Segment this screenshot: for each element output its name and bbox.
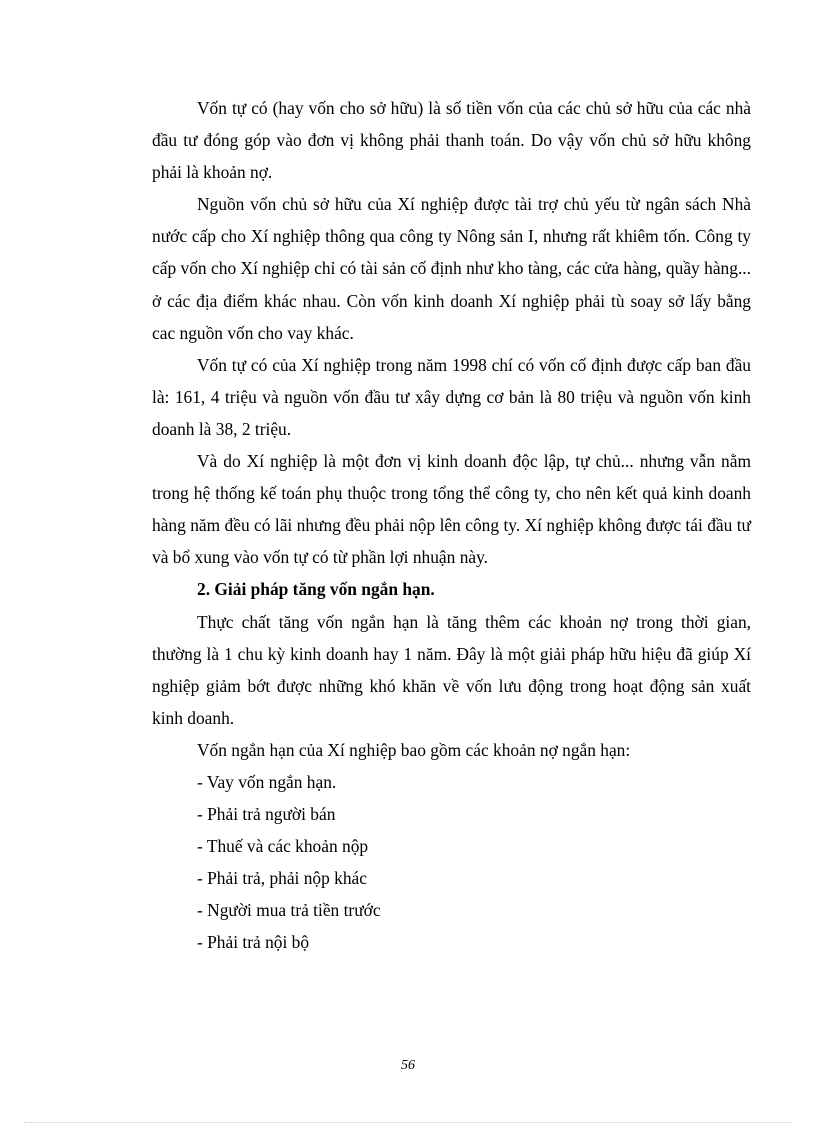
list-item: - Phải trả nội bộ	[197, 932, 310, 953]
list-item: - Phải trả, phải nộp khác	[197, 868, 367, 889]
list-item: - Thuế và các khoản nộp	[197, 836, 369, 857]
section-heading: 2. Giải pháp tăng vốn ngắn hạn.	[197, 579, 435, 600]
paragraph-owner-equity-definition: Vốn tự có (hay vốn cho sở hữu) là số tiền vốn của các chủ sở hữu của các nhà đầu tư đóng góp vào đơn vị không phải thanh toán. Do vậy vốn chủ sở hữu không phải là khoản nợ.	[152, 98, 751, 183]
list-item: - Người mua trả tiền trước	[197, 900, 381, 921]
list-item: - Phải trả người bán	[197, 804, 336, 825]
page-body	[152, 92, 751, 959]
paragraph-equity-sources: Nguồn vốn chủ sở hữu của Xí nghiệp được tài trợ chủ yếu từ ngân sách Nhà nước cấp cho Xí nghiệp thông qua công ty Nông sản I, nhưng rất khiêm tốn. Công ty cấp vốn cho Xí nghiệp chỉ có tài sản cố định như kho tàng, các cửa hàng, quầy hàng... ở các địa điểm khác nhau. Còn vốn kinh doanh Xí nghiệp phải tù soay sở lấy bằng cac nguồn vốn cho vay khác.	[152, 194, 751, 343]
paragraph-short-term-capital-essence: Thực chất tăng vốn ngắn hạn là tăng thêm các khoản nợ trong thời gian, thường là 1 chu kỳ kinh doanh hay 1 năm. Đây là một giải pháp hữu hiệu đã giúp Xí nghiệp giảm bớt được những khó khăn về vốn lưu động trong hoạt động sản xuất kinh doanh.	[152, 611, 751, 728]
page-number: 56	[401, 1058, 415, 1073]
paragraph-short-term-capital-components: Vốn ngắn hạn của Xí nghiệp bao gồm các khoản nợ ngắn hạn:	[197, 739, 631, 760]
paragraph-profit-remittance: Và do Xí nghiệp là một đơn vị kinh doanh độc lập, tự chủ... nhưng vẫn nằm trong hệ thống kế toán phụ thuộc trong tổng thể công ty, cho nên kết quả kinh doanh hàng năm đều có lãi nhưng đều phải nộp lên công ty. Xí nghiệp không được tái đầu tư và bổ xung vào vốn tự có từ phần lợi nhuận này.	[152, 451, 751, 568]
list-item: - Vay vốn ngắn hạn.	[197, 771, 337, 792]
paragraph-equity-1998: Vốn tự có của Xí nghiệp trong năm 1998 chí có vốn cố định được cấp ban đầu là: 161, 4 triệu và nguồn vốn đầu tư xây dựng cơ bản là 80 triệu và nguồn vốn kinh doanh là 38, 2 triệu.	[152, 354, 751, 439]
short-term-liabilities-list	[152, 766, 751, 959]
